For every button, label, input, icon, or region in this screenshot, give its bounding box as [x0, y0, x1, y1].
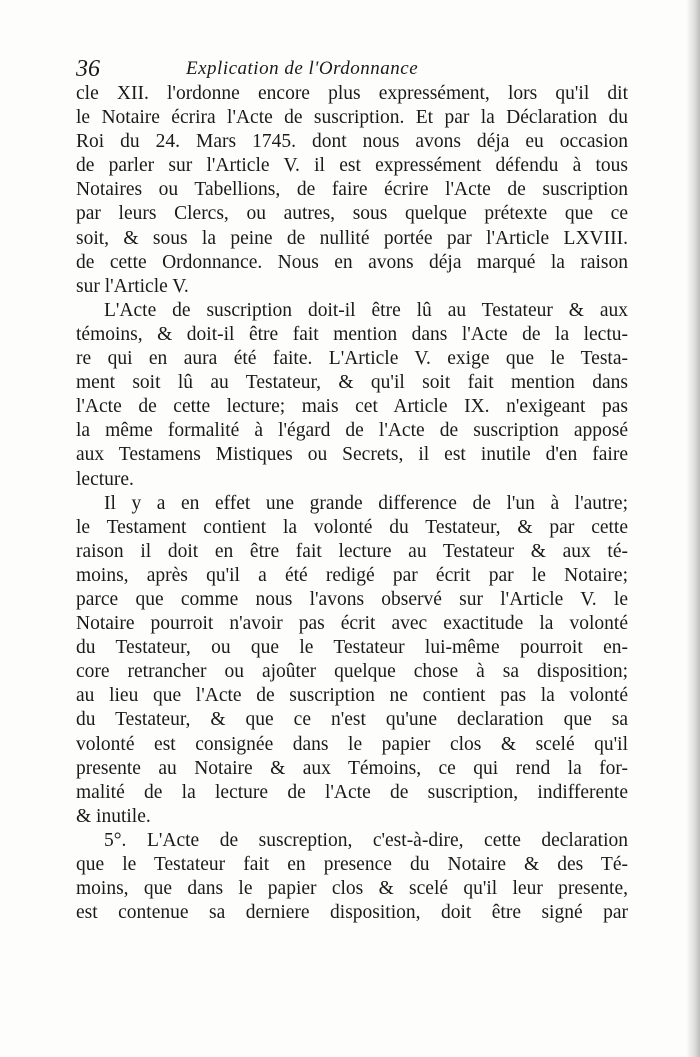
text-line: core retrancher ou ajoûter quelque chose à sa disposition; [76, 661, 628, 683]
text-line: 5°. L'Acte de suscreption, c'est-à-dire, cette declaration [104, 829, 628, 851]
running-head [76, 56, 636, 84]
running-title: Explication de l'Ordonnance [186, 58, 419, 79]
text-line: presente au Notaire & aux Témoins, ce qui rend la for- [76, 757, 628, 779]
text-line: le Testament contient la volonté du Testateur, & par cette [76, 516, 628, 538]
text-line: au lieu que l'Acte de suscription ne contient pas la volonté [76, 685, 628, 707]
text-line: cle XII. l'ordonne encore plus expressément, lors qu'il dit [76, 83, 628, 104]
text-line: re qui en aura été faite. L'Article V. exige que le Testa- [76, 348, 628, 370]
page-edge-shadow [686, 0, 700, 1057]
text-line: est contenue sa derniere disposition, doit être signé par [76, 902, 628, 924]
text-line: Roi du 24. Mars 1745. dont nous avons déja eu occasion [76, 131, 628, 153]
text-line: parce que comme nous l'avons observé sur l'Article V. le [76, 588, 628, 610]
text-line: la même formalité à l'égard de l'Acte de suscription apposé [76, 420, 628, 442]
text-line: du Testateur, & que ce n'est qu'une declaration que sa [76, 709, 628, 731]
text-line: aux Testamens Mistiques ou Secrets, il est inutile d'en faire [76, 444, 628, 466]
text-line: de cette Ordonnance. Nous en avons déja marqué la raison [76, 251, 628, 273]
text-line: raison il doit en être fait lecture au Testateur & aux té- [76, 540, 628, 562]
text-line: du Testateur, ou que le Testateur lui-même pourroit en- [76, 637, 628, 659]
text-line: malité de la lecture de l'Acte de suscription, indifferente [76, 781, 628, 803]
text-line: moins, que dans le papier clos & scelé qu'il leur presente, [76, 878, 628, 900]
body-text [76, 82, 628, 925]
text-line: de parler sur l'Article V. il est expressément défendu à tous [76, 155, 628, 177]
text-line: Notaires ou Tabellions, de faire écrire l'Acte de suscription [76, 179, 628, 201]
page-number: 36 [76, 56, 100, 82]
text-line: soit, & sous la peine de nullité portée par l'Article LXVIII. [76, 227, 628, 249]
text-line: L'Acte de suscription doit-il être lû au Testateur & aux [104, 299, 628, 321]
text-line: le Notaire écrira l'Acte de suscription. Et par la Déclaration du [76, 107, 628, 129]
text-line: l'Acte de cette lecture; mais cet Article IX. n'exigeant pas [76, 396, 628, 418]
text-line: lecture. [76, 468, 134, 490]
text-line: ment soit lû au Testateur, & qu'il soit fait mention dans [76, 372, 628, 394]
text-line: que le Testateur fait en presence du Notaire & des Té- [76, 854, 628, 875]
text-line: par leurs Clercs, ou autres, sous quelque prétexte que ce [76, 203, 628, 225]
text-line: témoins, & doit-il être fait mention dans l'Acte de la lectu- [76, 323, 628, 345]
text-line: moins, après qu'il a été redigé par écrit par le Notaire; [76, 564, 628, 586]
text-line: & inutile. [76, 805, 151, 827]
text-line: volonté est consignée dans le papier clos & scelé qu'il [76, 733, 628, 755]
text-line: Il y a en effet une grande difference de l'un à l'autre; [104, 492, 628, 514]
text-line: Notaire pourroit n'avoir pas écrit avec exactitude la volonté [76, 613, 628, 635]
text-line: sur l'Article V. [76, 275, 189, 297]
